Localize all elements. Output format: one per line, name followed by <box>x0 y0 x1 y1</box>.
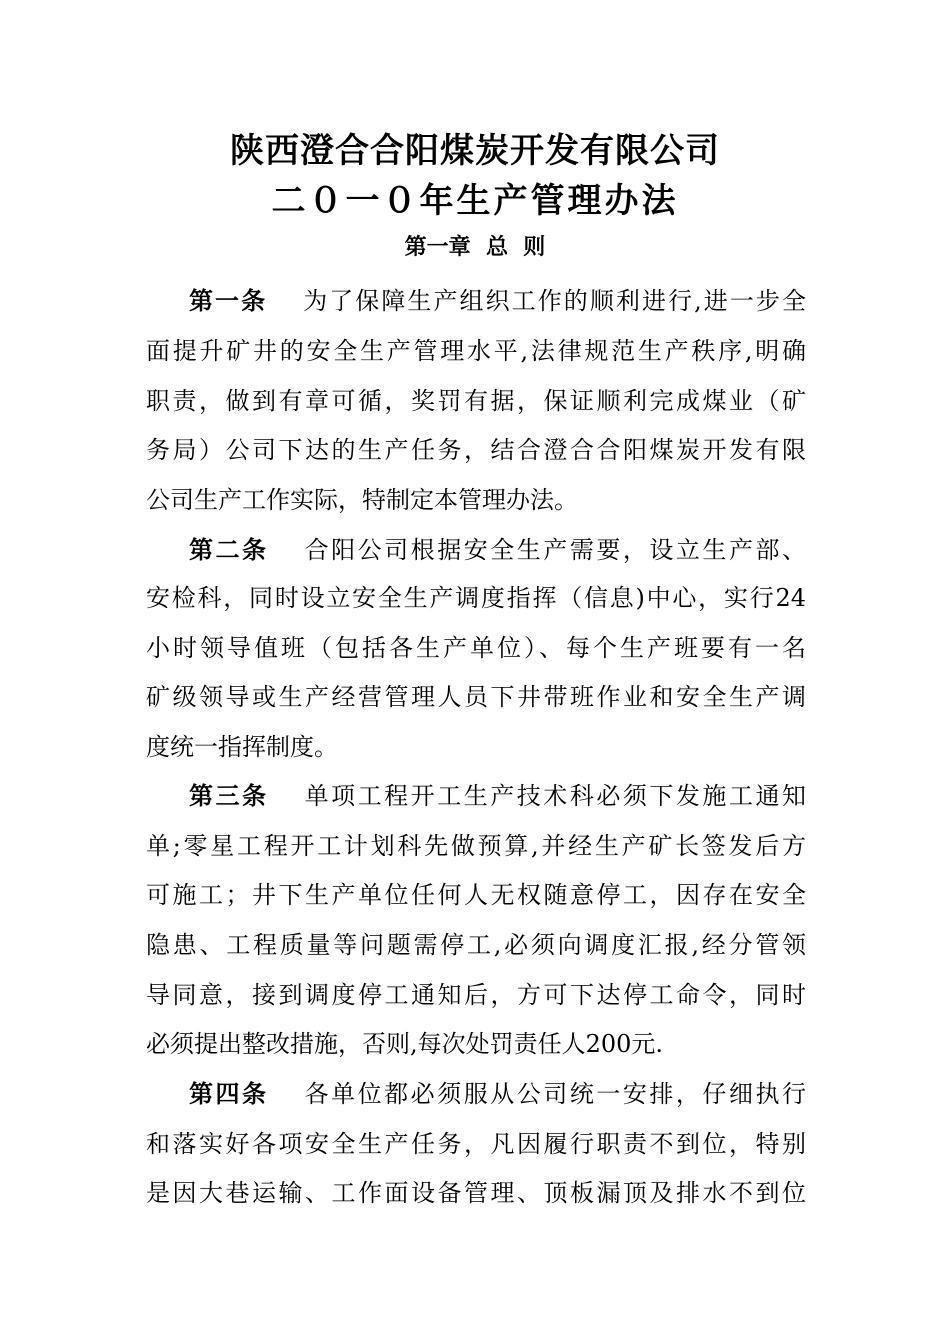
article-2-label: 第二条 <box>189 535 269 564</box>
article-2-text: 合阳公司根据安全生产需要，设立生产部、 <box>304 536 807 564</box>
article-1-text: 为了保障生产组织工作的顺利进行,进一步全 <box>303 287 806 315</box>
article-1-line-4: 务局）公司下达的生产任务，结合澄合合阳煤炭开发有限 <box>146 436 806 464</box>
chapter-heading: 第一章 总 则 <box>404 234 546 260</box>
article-3-line-5: 导同意，接到调度停工通知后，方可下达停工命令，同时 <box>146 981 806 1009</box>
article-4-label: 第四条 <box>189 1079 269 1108</box>
article-3-line-3: 可施工；井下生产单位任何人无权随意停工，因存在安全 <box>146 881 806 909</box>
article-1-line-2: 面提升矿井的安全生产管理水平,法律规范生产秩序,明确 <box>146 337 806 365</box>
article-1-line-1 <box>189 285 806 317</box>
document-title-line2: 二０一０年生产管理办法 <box>271 181 679 221</box>
article-2-line-2: 安检科，同时设立安全生产调度指挥（信息)中心，实行24 <box>146 584 806 612</box>
article-3-line-1 <box>189 780 806 812</box>
article-2-line-5: 度统一指挥制度。 <box>146 733 338 761</box>
article-3-line-2: 单;零星工程开工计划科先做预算,并经生产矿长签发后方 <box>146 832 806 860</box>
article-1-label: 第一条 <box>189 286 268 315</box>
article-3-line-4: 隐患、工程质量等问题需停工,必须向调度汇报,经分管领 <box>146 931 806 959</box>
article-4-line-1 <box>189 1078 806 1110</box>
article-4-line-3: 是因大巷运输、工作面设备管理、顶板漏顶及排水不到位 <box>146 1179 806 1207</box>
article-2-line-1 <box>189 534 806 566</box>
article-4-line-2: 和落实好各项安全生产任务，凡因履行职责不到位，特别 <box>146 1130 806 1158</box>
article-1-line-3: 职责，做到有章可循，奖罚有据，保证顺利完成煤业（矿 <box>146 387 806 415</box>
document-title-line1: 陕西澄合合阳煤炭开发有限公司 <box>230 131 720 171</box>
article-3-label: 第三条 <box>189 781 269 810</box>
article-2-line-4: 矿级领导或生产经营管理人员下井带班作业和安全生产调 <box>146 683 806 711</box>
article-2-line-3: 小时领导值班（包括各生产单位）、每个生产班要有一名 <box>146 634 806 662</box>
article-3-text: 单项工程开工生产技术科必须下发施工通知 <box>304 782 807 810</box>
article-4-text: 各单位都必须服从公司统一安排，仔细执行 <box>304 1080 807 1108</box>
article-3-line-6: 必须提出整改措施，否则,每次处罚责任人200元. <box>146 1030 664 1058</box>
article-1-line-5: 公司生产工作实际，特制定本管理办法。 <box>146 486 578 514</box>
